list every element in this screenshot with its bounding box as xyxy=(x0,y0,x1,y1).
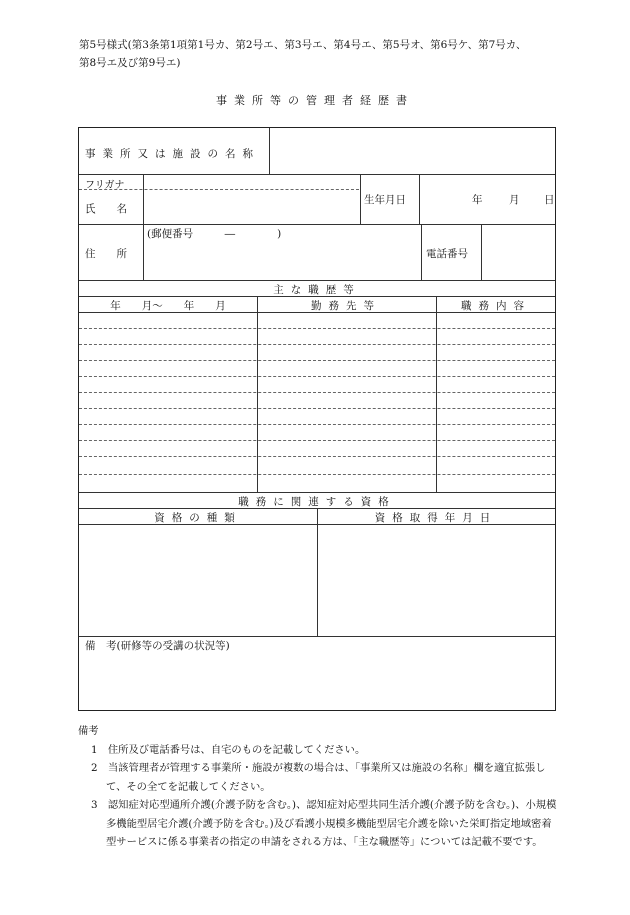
career-row[interactable] xyxy=(79,440,555,441)
resume-form-table xyxy=(78,127,556,711)
career-duties-header: 職務内容 xyxy=(461,300,531,312)
career-period-header: 年 月～ 年 月 xyxy=(110,300,226,312)
remarks-label: 備 考(研修等の受講の状況等) xyxy=(85,640,230,652)
notes-heading: 備考 xyxy=(78,725,99,737)
document-title: 事業所等の管理者経歴書 xyxy=(216,94,414,107)
career-employer-header: 勤務先等 xyxy=(311,300,381,312)
career-row[interactable] xyxy=(79,328,555,329)
name-label: 氏 名 xyxy=(85,203,127,215)
career-row[interactable] xyxy=(79,360,555,361)
phone-field[interactable] xyxy=(482,225,555,279)
notes-section xyxy=(78,722,558,852)
phone-label: 電話番号 xyxy=(426,248,468,260)
form-number-line-2: 第8号エ及び第9号エ) xyxy=(79,57,181,69)
furigana-label: フリガナ xyxy=(85,180,125,191)
birth-day-label: 日 xyxy=(544,194,555,206)
note-item-3: 3 認知症対応型通所介護(介護予防を含む。)、認知症対応型共同生活介護(介護予防を含む。)、小規模多機能型居宅介護(介護予防を含む。)及び看護小規模多機能型居宅介護を除いた栄町指定地域密着型サービスに係る事業者の指定の申請をされる方は、「主な職歴等」については記載不要です。 xyxy=(91,799,557,848)
career-section-header: 主な職歴等 xyxy=(273,284,361,296)
qualification-date-field[interactable] xyxy=(318,525,555,635)
facility-name-label: 事業所又は施設の名称 xyxy=(85,148,260,160)
career-row[interactable] xyxy=(79,392,555,393)
name-field[interactable] xyxy=(144,175,359,223)
qualification-date-header: 資格取得年月日 xyxy=(374,512,498,524)
career-row[interactable] xyxy=(79,474,555,475)
birth-month-label: 月 xyxy=(509,194,520,206)
note-item-2: 2 当該管理者が管理する事業所・施設が複数の場合は、「事業所又は施設の名称」欄を適宜拡張して、その全てを記載してください。 xyxy=(91,762,546,793)
career-row[interactable] xyxy=(79,408,555,409)
career-row[interactable] xyxy=(79,456,555,457)
qualification-section-header: 職務に関連する資格 xyxy=(238,496,396,508)
remarks-field[interactable] xyxy=(79,654,555,710)
birthdate-label: 生年月日 xyxy=(364,194,406,206)
address-label: 住 所 xyxy=(85,248,127,260)
address-field[interactable] xyxy=(144,240,420,279)
note-item-1: 1 住所及び電話番号は、自宅のものを記載してください。 xyxy=(91,743,366,756)
qualification-type-header: 資格の種類 xyxy=(154,512,242,524)
qualification-type-field[interactable] xyxy=(79,525,316,635)
postal-code-label: (郵便番号 ― ) xyxy=(147,228,282,240)
facility-name-field[interactable] xyxy=(270,128,555,174)
career-row[interactable] xyxy=(79,424,555,425)
birth-year-label: 年 xyxy=(472,194,483,206)
career-row[interactable] xyxy=(79,376,555,377)
birthdate-field[interactable] xyxy=(420,175,555,223)
career-row[interactable] xyxy=(79,344,555,345)
form-number-line-1: 第5号様式(第3条第1項第1号カ、第2号エ、第3号エ、第4号エ、第5号オ、第6号ケ、第7号カ、 xyxy=(79,39,527,51)
